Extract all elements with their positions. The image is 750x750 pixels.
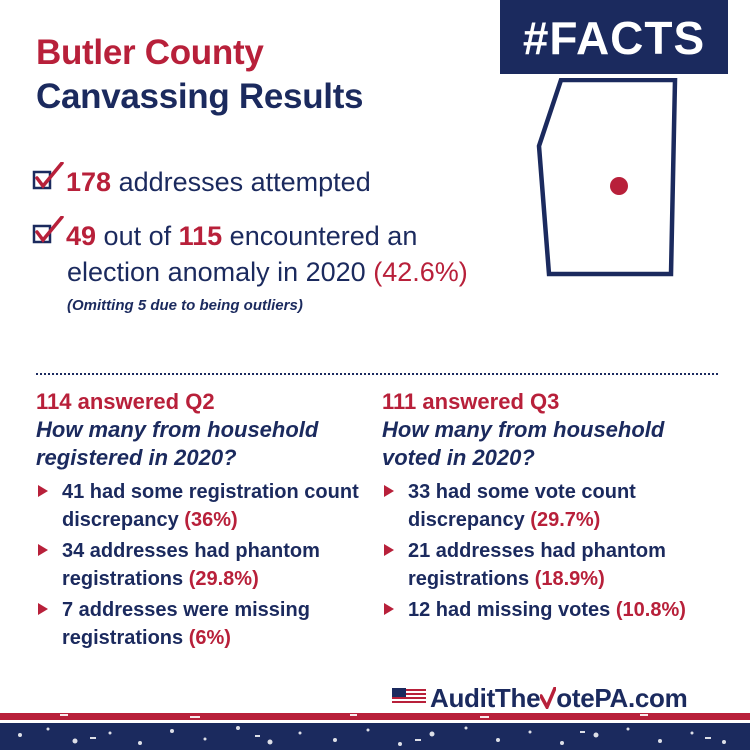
- summary-line-anomaly: [32, 219, 417, 253]
- brand-part3: PA.com: [594, 683, 688, 713]
- checkbox-checked-icon: [32, 224, 60, 248]
- list-item-percent: (6%): [188, 627, 231, 649]
- list-item: [382, 596, 722, 624]
- county-map-icon: [533, 78, 683, 278]
- page-title-line2: Canvassing Results: [36, 77, 364, 116]
- q3-question-line1: How many from household: [382, 417, 665, 442]
- left-column: [36, 388, 376, 655]
- list-item-line1: 7 addresses were missing: [62, 599, 310, 621]
- q2-question-line2: registered in 2020?: [36, 445, 237, 470]
- q2-question-line1: How many from household: [36, 417, 319, 442]
- check-v-icon: [540, 685, 556, 707]
- encountered-count: 115: [178, 221, 223, 251]
- triangle-bullet-icon: [38, 544, 48, 556]
- anomaly-mid: out of: [96, 221, 179, 251]
- list-item: [36, 537, 376, 593]
- list-item: [382, 537, 722, 593]
- list-item-line2: discrepancy: [408, 509, 531, 531]
- dotted-divider: [36, 373, 718, 375]
- brand-part2: ote: [556, 683, 595, 713]
- list-item-percent: (29.7%): [530, 509, 601, 531]
- q2-heading: 114 answered Q2: [36, 389, 215, 414]
- q3-question-line2: voted in 2020?: [382, 445, 535, 470]
- facts-badge: #FACTS: [500, 0, 728, 74]
- anomaly-percent: (42.6%): [373, 257, 468, 287]
- outlier-note: (Omitting 5 due to being outliers): [67, 297, 303, 314]
- attempted-text: addresses attempted: [111, 167, 371, 197]
- triangle-bullet-icon: [384, 544, 394, 556]
- list-item-line1: 33 had some vote count: [408, 481, 636, 503]
- attempted-count: 178: [66, 167, 112, 197]
- triangle-bullet-icon: [384, 485, 394, 497]
- triangle-bullet-icon: [38, 603, 48, 615]
- list-item-line2: registrations: [62, 627, 189, 649]
- page-title-line1: Butler County: [36, 33, 264, 72]
- triangle-bullet-icon: [38, 485, 48, 497]
- right-column: [382, 388, 722, 627]
- bottom-band-decoration: [0, 713, 750, 750]
- list-item: [36, 596, 376, 652]
- list-item-percent: (18.9%): [534, 568, 605, 590]
- checkbox-checked-icon: [32, 170, 60, 194]
- anomaly-text: encountered an: [222, 221, 418, 251]
- triangle-bullet-icon: [384, 603, 394, 615]
- list-item-percent: (10.8%): [615, 599, 686, 621]
- list-item: [36, 478, 376, 534]
- list-item-line1: 34 addresses had phantom: [62, 540, 320, 562]
- anomaly-count: 49: [66, 221, 97, 251]
- flag-icon: [392, 682, 426, 700]
- anomaly-text2: election anomaly in 2020: [67, 257, 374, 287]
- list-item-line2: discrepancy: [62, 509, 185, 531]
- list-item-line2: registrations: [408, 568, 535, 590]
- list-item-percent: (29.8%): [188, 568, 259, 590]
- list-item-line2: registrations: [62, 568, 189, 590]
- summary-line-attempted: [32, 165, 371, 199]
- list-item: [382, 478, 722, 534]
- q3-heading: 111 answered Q3: [382, 389, 560, 414]
- list-item-line1: 41 had some registration count: [62, 481, 359, 503]
- brand-part1: AuditThe: [430, 683, 541, 713]
- summary-line-anomaly-cont: [67, 255, 468, 289]
- location-dot-icon: [610, 177, 628, 195]
- brand-logo: [392, 682, 687, 714]
- list-item-line1: 21 addresses had phantom: [408, 540, 666, 562]
- list-item-percent: (36%): [184, 509, 238, 531]
- list-item-line1: 12 had missing votes: [408, 599, 616, 621]
